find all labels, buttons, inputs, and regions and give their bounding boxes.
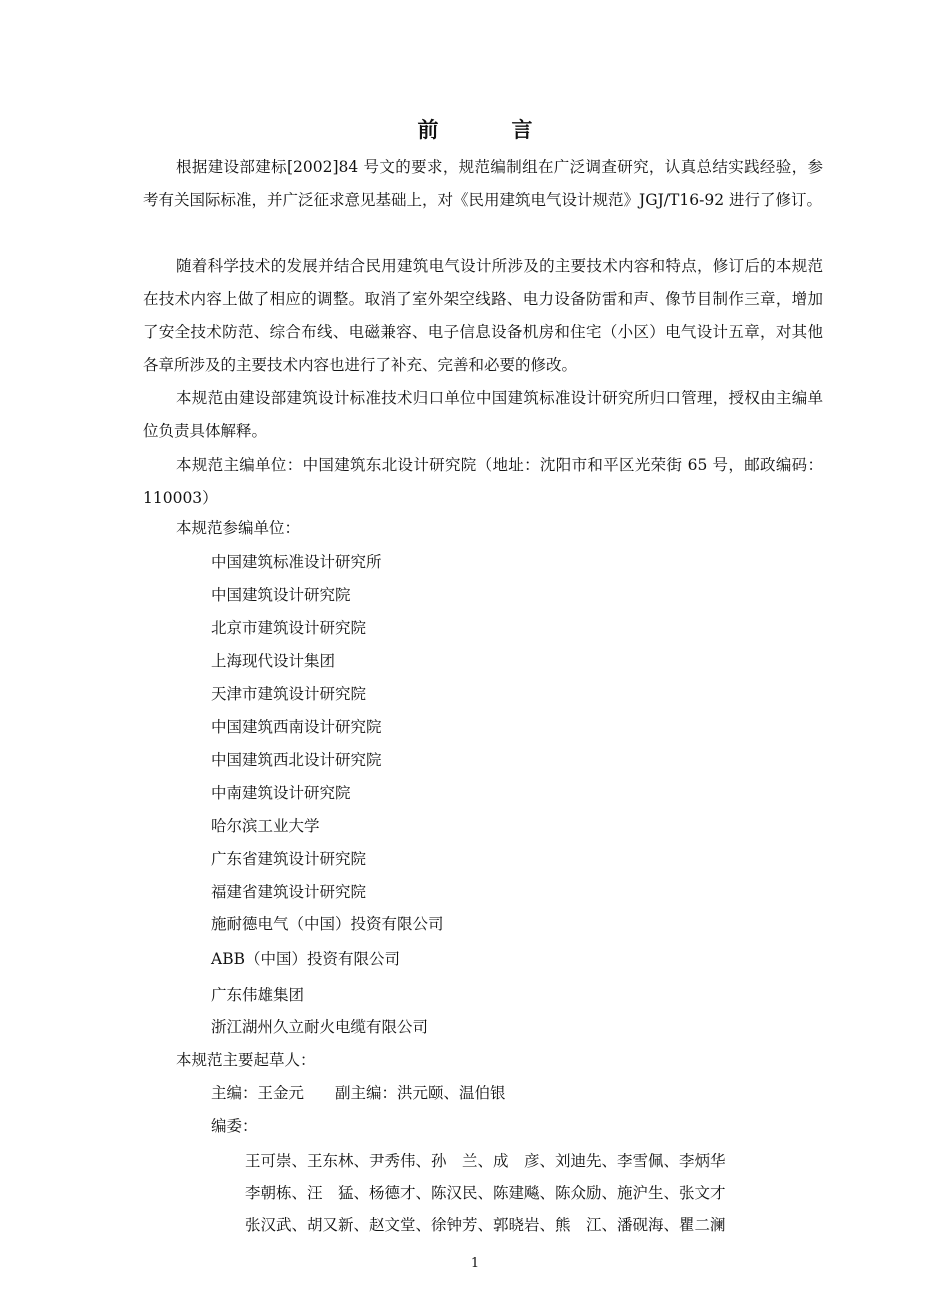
participant-item: 中国建筑标准设计研究所 <box>211 553 382 571</box>
participants-heading: 本规范参编单位： <box>176 519 301 537</box>
page-title: 前 言 <box>417 118 559 142</box>
participant-item: 中国建筑设计研究院 <box>211 586 351 604</box>
participant-item: ABB（中国）投资有限公司 <box>211 950 400 968</box>
participant-item: 广东伟雄集团 <box>211 986 305 1004</box>
committee-line: 李朝栋、汪 猛、杨德才、陈汉民、陈建飚、陈众励、施沪生、张文才 <box>245 1184 726 1202</box>
participant-item: 福建省建筑设计研究院 <box>211 883 367 901</box>
paragraph-2: 随着科学技术的发展并结合民用建筑电气设计所涉及的主要技术内容和特点，修订后的本规范在技术内容上做了相应的调整。取消了室外架空线路、电力设备防雷和声、像节目制作三章，增加了安全技术防范、综合布线、电磁兼容、电子信息设备机房和住宅（小区）电气设计五章，对其他各章所涉及的主要技术内容也进行了补充、完善和必要的修改。 <box>143 257 823 374</box>
participant-item: 广东省建筑设计研究院 <box>211 850 367 868</box>
paragraph-4: 本规范主编单位：中国建筑东北设计研究院（地址：沈阳市和平区光荣街 65 号，邮政编码：110003） <box>143 456 823 507</box>
participant-item: 哈尔滨工业大学 <box>211 817 320 835</box>
participant-item: 北京市建筑设计研究院 <box>211 619 367 637</box>
participant-item: 天津市建筑设计研究院 <box>211 685 367 703</box>
committee-line: 王可崇、王东林、尹秀伟、孙 兰、成 彦、刘迪先、李雪佩、李炳华 <box>245 1152 726 1170</box>
participant-item: 浙江湖州久立耐火电缆有限公司 <box>211 1018 429 1036</box>
participant-item: 中南建筑设计研究院 <box>211 784 351 802</box>
committee-line: 张汉武、胡又新、赵文堂、徐钟芳、郭晓岩、熊 江、潘砚海、瞿二澜 <box>245 1216 726 1234</box>
drafters-heading: 本规范主要起草人： <box>176 1051 316 1069</box>
paragraph-3: 本规范由建设部建筑设计标准技术归口单位中国建筑标准设计研究所归口管理，授权由主编单位负责具体解释。 <box>143 389 823 440</box>
page-number: 1 <box>470 1256 480 1271</box>
participant-item: 中国建筑西南设计研究院 <box>211 718 382 736</box>
participant-item: 中国建筑西北设计研究院 <box>211 751 382 769</box>
committee-heading: 编委： <box>211 1117 258 1135</box>
participant-item: 上海现代设计集团 <box>211 652 336 670</box>
paragraph-1: 根据建设部建标[2002]84 号文的要求，规范编制组在广泛调查研究，认真总结实践经验，参考有关国际标准，并广泛征求意见基础上，对《民用建筑电气设计规范》JGJ/T16-92 进行了修订。 <box>143 158 823 209</box>
participant-item: 施耐德电气（中国）投资有限公司 <box>211 915 444 933</box>
chief-editor-line: 主编：王金元 副主编：洪元颐、温伯银 <box>211 1084 506 1102</box>
